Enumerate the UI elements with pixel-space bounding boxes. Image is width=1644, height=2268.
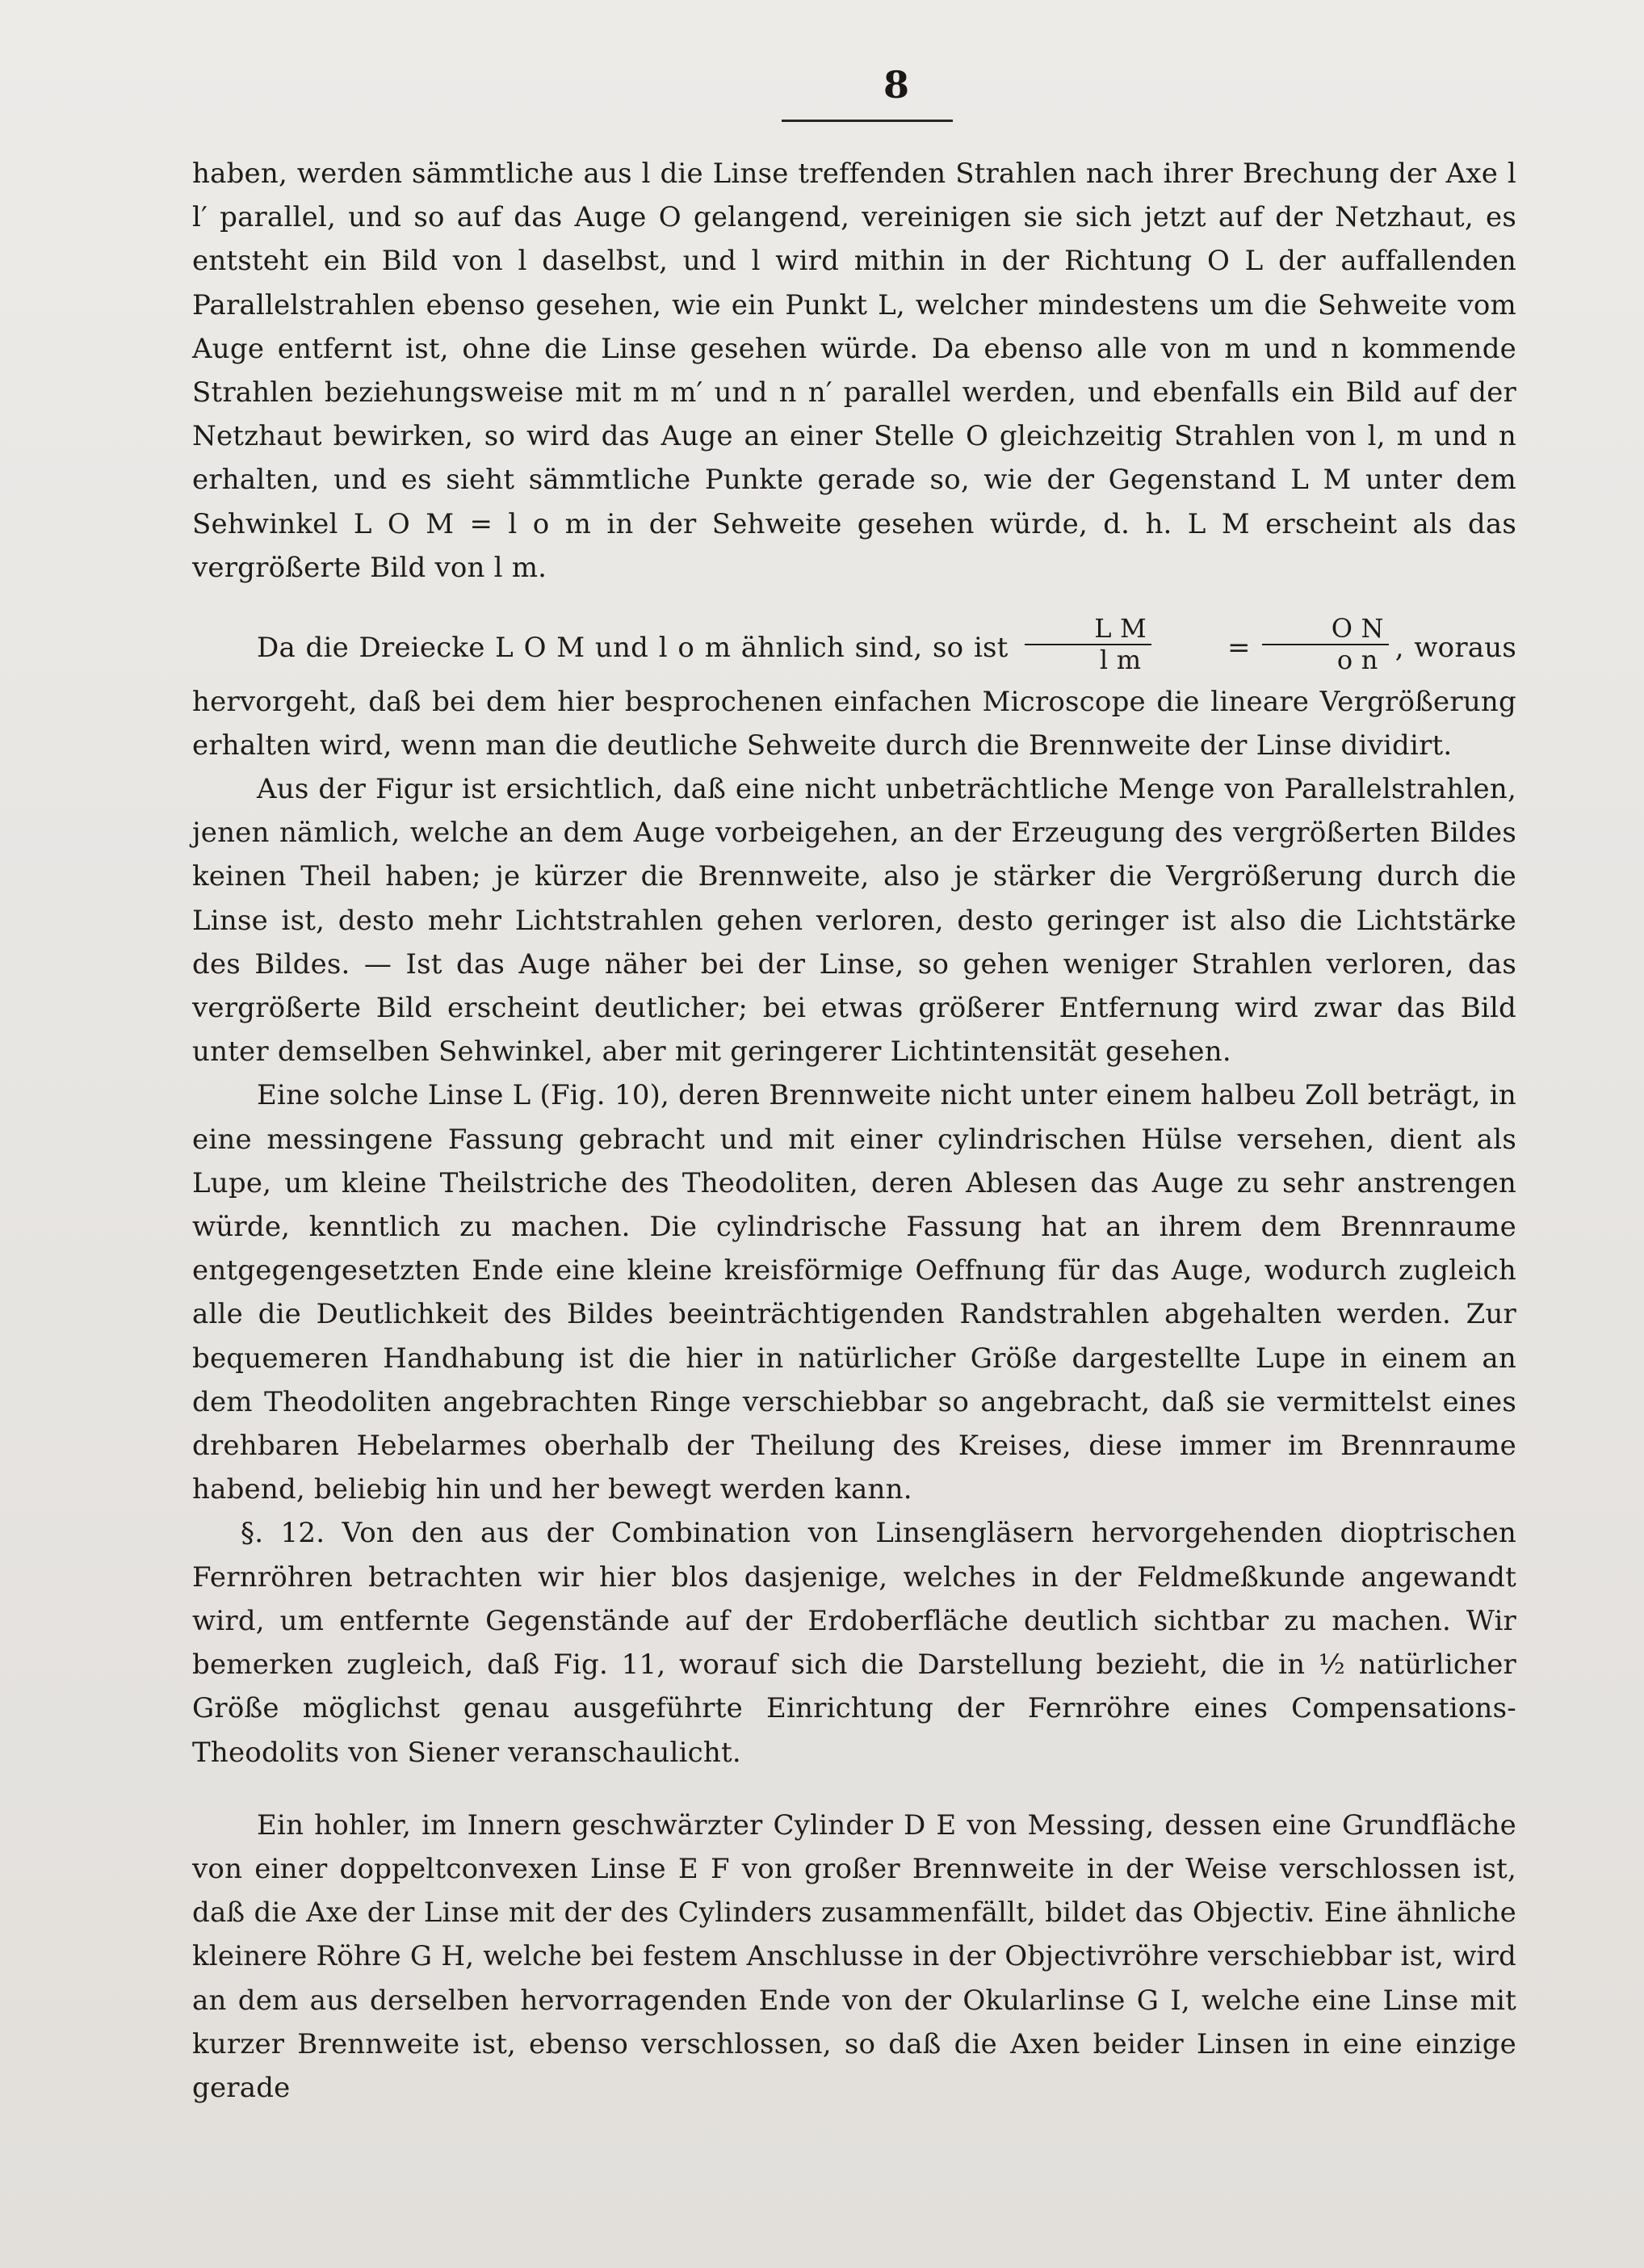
- page-number: 8: [883, 63, 909, 107]
- body-text: [192, 152, 1516, 2110]
- equals-sign: =: [1227, 631, 1251, 664]
- fraction-on-over-on: [1262, 614, 1389, 675]
- paragraph-4: Eine solche Linse L (Fig. 10), deren Brennweite nicht unter einem halbeu Zoll beträgt, in eine messingene Fassung gebracht und mit einer cylindrischen Hülse versehen, dient als Lupe, um kleine Theilstriche des Theodoliten, deren Ablesen das Auge zu sehr anstrengen würde, kenntlich zu machen. Die cylindrische Fassung hat an ihrem dem Brennraume entgegengesetzten Ende eine kleine kreisförmige Oeffnung für das Auge, wodurch zugleich alle die Deutlichkeit des Bildes beeinträchtigenden Randstrahlen abgehalten werden. Zur bequemeren Handhabung ist die hier in natürlicher Größe dargestellte Lupe in einem an dem Theodoliten angebrachten Ringe verschiebbar so angebracht, daß sie vermittelst eines drehbaren Hebelarmes oberhalb der Theilung des Kreises, diese immer im Brennraume habend, beliebig hin und her bewegt werden kann.: [192, 1079, 1516, 1506]
- paragraph-3: Aus der Figur ist ersichtlich, daß eine nicht unbeträchtliche Menge von Parallelstrahlen, jenen nämlich, welche an dem Auge vorbeigehen, an der Erzeugung des vergrößerten Bildes keinen Theil haben; je kürzer die Brennweite, also je stärker die Vergrößerung durch die Linse ist, desto mehr Lichtstrahlen gehen verloren, desto geringer ist also die Lichtstärke des Bildes. — Ist das Auge näher bei der Linse, so gehen weniger Strahlen verloren, das vergrößerte Bild erscheint deutlicher; bei etwas größerer Entfernung wird zwar das Bild unter demselben Sehwinkel, aber mit geringerer Lichtintensität gesehen.: [192, 773, 1516, 1069]
- paragraph-2: [192, 613, 1516, 767]
- paragraph-5-section-12: §. 12. Von den aus der Combination von Linsengläsern hervorgehenden dioptrischen Fernröhren betrachten wir hier blos dasjenige, welches in der Feldmeßkunde angewandt wird, um entfernte Gegenstände auf der Erdoberfläche deutlich sichtbar zu machen. Wir bemerken zugleich, daß Fig. 11, worauf sich die Darstellung bezieht, die in ½ natürlicher Größe möglichst genau ausgeführte Einrichtung der Fernröhre eines Compensations-Theodolits von Siener veranschaulicht.: [192, 1517, 1516, 1769]
- header-rule: [782, 120, 953, 122]
- fraction-2-denominator: o n: [1336, 644, 1378, 675]
- fraction-1-denominator: l m: [1099, 644, 1142, 675]
- paragraph-6: Ein hohler, im Innern geschwärzter Cylinder D E von Messing, dessen eine Grundfläche von einer doppeltconvexen Linse E F von großer Brennweite in der Weise verschlossen ist, daß die Axe der Linse mit der des Cylinders zusammenfällt, bildet das Objectiv. Eine ähnliche kleinere Röhre G H, welche bei festem Anschlusse in der Objectivröhre verschiebbar ist, wird an dem aus derselben hervorragenden Ende von der Okularlinse G I, welche eine Linse mit kurzer Brennweite ist, ebenso verschlossen, so daß die Axen beider Linsen in eine einzige gerade: [192, 1808, 1516, 2104]
- paragraph-2-tail: , woraus hervorgeht, daß bei dem hier besprochenen einfachen Microscope die lineare Vergrößerung erhalten wird, wenn man die deutliche Sehweite durch die Brennweite der Linse dividirt.: [192, 631, 1516, 762]
- fraction-lm-over-lm: [1025, 614, 1151, 675]
- fraction-2-numerator: O N: [1262, 614, 1389, 645]
- fraction-1-numerator: L M: [1025, 614, 1151, 645]
- paragraph-1: haben, werden sämmtliche aus l die Linse treffenden Strahlen nach ihrer Brechung der Axe l l′ parallel, und so auf das Auge O gelangend, vereinigen sie sich jetzt auf der Netzhaut, es entsteht ein Bild von l daselbst, und l wird mithin in der Richtung O L der auffallenden Parallelstrahlen ebenso gesehen, wie ein Punkt L, welcher mindestens um die Sehweite vom Auge entfernt ist, ohne die Linse gesehen würde. Da ebenso alle von m und n kommende Strahlen beziehungsweise mit m m′ und n n′ parallel werden, und ebenfalls ein Bild auf der Netzhaut bewirken, so wird das Auge an einer Stelle O gleichzeitig Strahlen von l, m und n erhalten, und es sieht sämmtliche Punkte gerade so, wie der Gegenstand L M unter dem Sehwinkel L O M = l o m in der Sehweite gesehen würde, d. h. L M erscheint als das vergrößerte Bild von l m.: [192, 158, 1516, 584]
- paragraph-2-lead: Da die Dreiecke L O M und l o m ähnlich sind, so ist: [257, 631, 1009, 664]
